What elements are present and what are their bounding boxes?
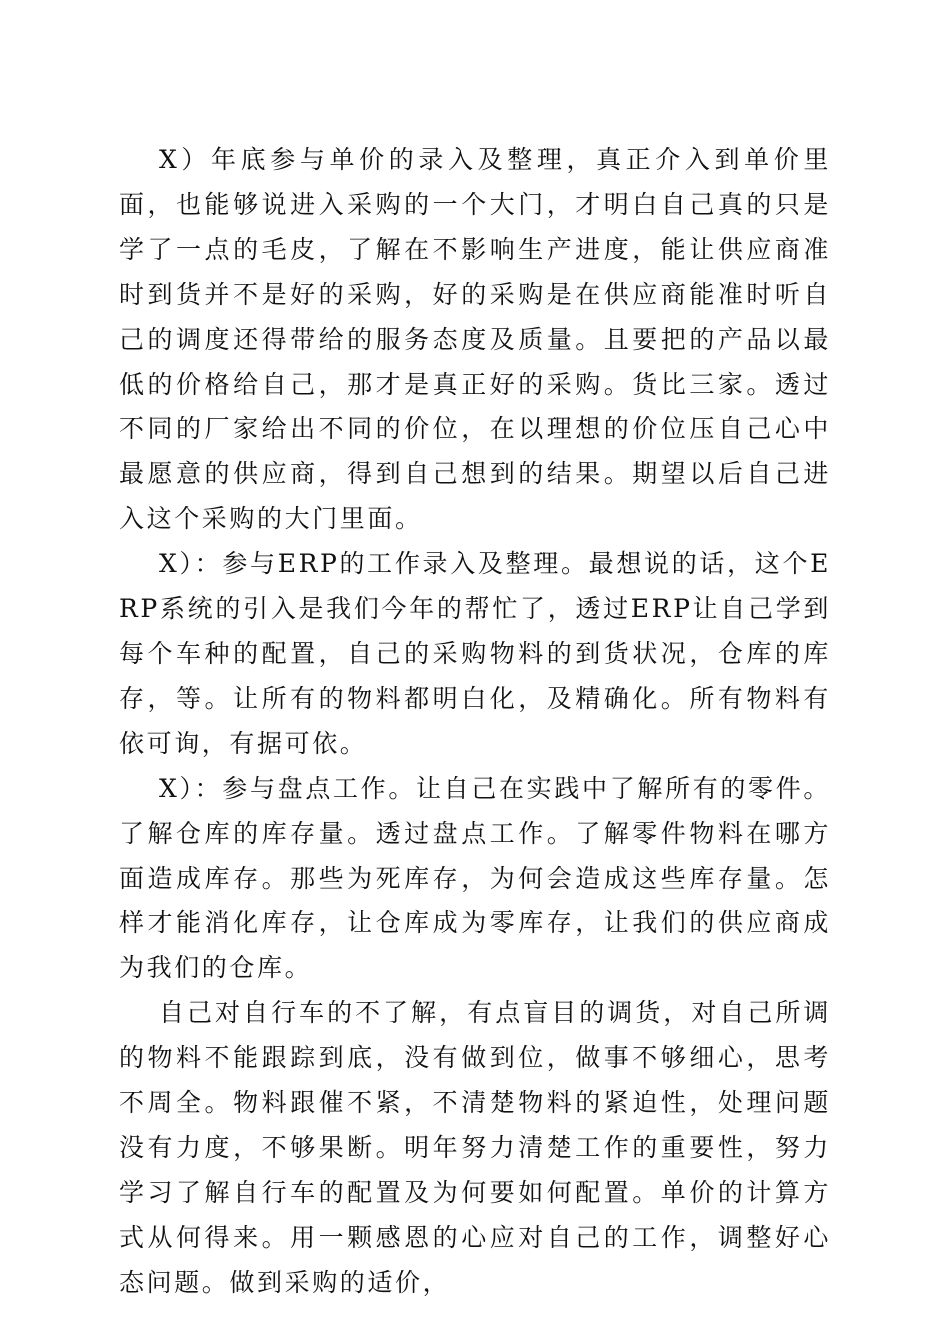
body-text	[119, 138, 831, 1306]
paragraph-inventory: X）：参与盘点工作。让自己在实践中了解所有的零件。了解仓库的库存量。透过盘点工作。了解零件物料在哪方面造成库存。那些为死库存，为何会造成这些库存量。怎样才能消化库存，让仓库成为零库存，让我们的供应商成为我们的仓库。	[119, 773, 831, 983]
paragraph-self-review: 自己对自行车的不了解，有点盲目的调货，对自己所调的物料不能跟踪到底，没有做到位，做事不够细心，思考不周全。物料跟催不紧，不清楚物料的紧迫性，处理问题没有力度，不够果断。明年努力清楚工作的重要性，努力学习了解自行车的配置及为何要如何配置。单价的计算方式从何得来。用一颗感恩的心应对自己的工作，调整好心态问题。做到采购的适价，	[119, 998, 831, 1297]
paragraph-erp: X）：参与ERP的工作录入及整理。最想说的话，这个ERP系统的引入是我们今年的帮忙了，透过ERP让自己学到每个车种的配置，自己的采购物料的到货状况，仓库的库存，等。让所有的物料都明白化，及精确化。所有物料有依可询，有据可依。	[119, 549, 831, 758]
paragraph-unit-price: X）年底参与单价的录入及整理，真正介入到单价里面，也能够说进入采购的一个大门，才明白自己真的只是学了一点的毛皮，了解在不影响生产进度，能让供应商准时到货并不是好的采购，好的采购是在供应商能准时听自己的调度还得带给的服务态度及质量。且要把的产品以最低的价格给自己，那才是真正好的采购。货比三家。透过不同的厂家给出不同的价位，在以理想的价位压自己心中最愿意的供应商，得到自己想到的结果。期望以后自己进入这个采购的大门里面。	[119, 145, 831, 534]
